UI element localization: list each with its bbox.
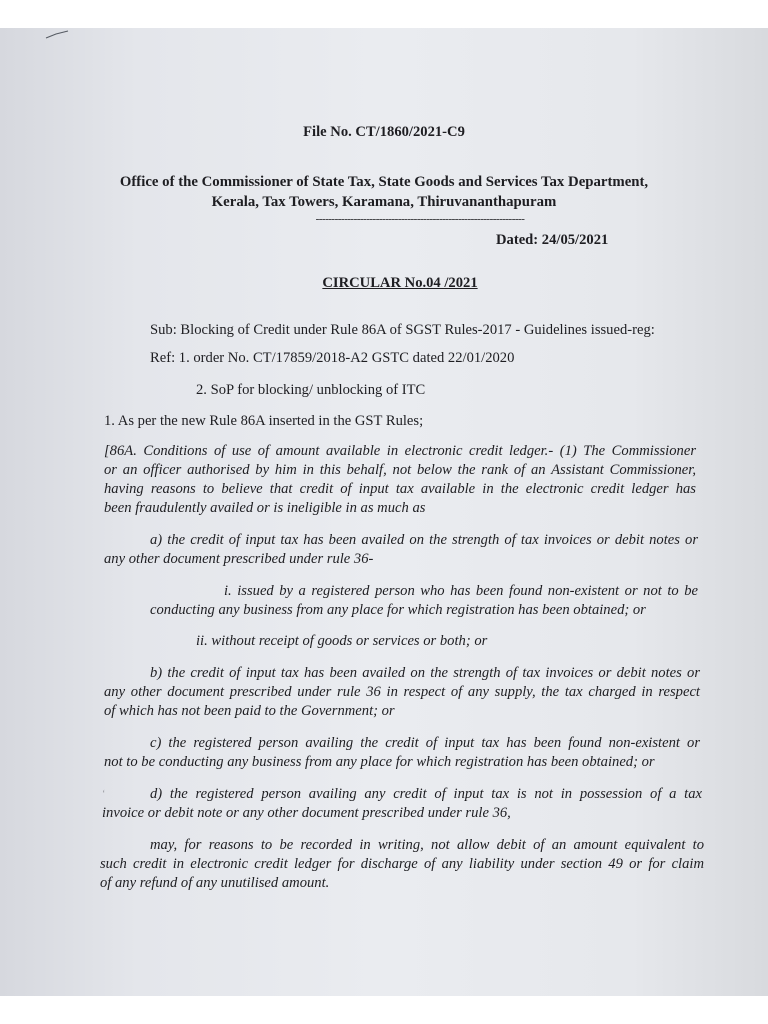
file-number: File No. CT/1860/2021-C9 [303, 124, 465, 140]
clause-d-line-1: d) the registered person availing any credit of input tax is not in possession of a tax [150, 786, 702, 802]
circular-title: CIRCULAR No.04 /2021 [322, 275, 478, 291]
rule-intro-line-2: or an officer authorised by him in this behalf, not below the rank of an Assistant Commissioner, [104, 462, 696, 478]
subject-line: Sub: Blocking of Credit under Rule 86A of SGST Rules-2017 - Guidelines issued-reg: [150, 322, 655, 338]
rule-intro-line-4: been fraudulently availed or is ineligible in as much as [104, 500, 426, 516]
clause-a-line-1: a) the credit of input tax has been availed on the strength of tax invoices or debit notes or [150, 532, 698, 548]
office-line-1: Office of the Commissioner of State Tax, State Goods and Services Tax Department, [119, 174, 649, 190]
dated-line: Dated: 24/05/2021 [496, 232, 609, 248]
clause-c-line-2: not to be conducting any business from any place for which registration has been obtained; or [104, 754, 655, 770]
clause-a-line-2: any other document prescribed under rule 36- [104, 551, 374, 567]
closing-line-1: may, for reasons to be recorded in writing, not allow debit of an amount equivalent to [150, 837, 704, 853]
office-line-2: Kerala, Tax Towers, Karamana, Thiruvananthapuram [211, 194, 557, 210]
clause-b-line-2: any other document prescribed under rule 36 in respect of any supply, the tax charged in respect [104, 684, 700, 700]
closing-line-2: such credit in electronic credit ledger for discharge of any liability under section 49 or for claim [100, 856, 704, 872]
clause-b-line-1: b) the credit of input tax has been availed on the strength of tax invoices or debit notes or [150, 665, 700, 681]
clause-d-line-2: invoice or debit note or any other document prescribed under rule 36, [102, 805, 511, 821]
clause-c-line-1: c) the registered person availing the credit of input tax has been found non-existent or [150, 735, 700, 751]
rule-intro-line-3: having reasons to believe that credit of input tax available in the electronic credit ledger has [104, 481, 696, 497]
clause-b-line-3: of which has not been paid to the Government; or [104, 703, 395, 719]
closing-line-3: of any refund of any unutilised amount. [100, 875, 330, 891]
reference-1: Ref: 1. order No. CT/17859/2018-A2 GSTC dated 22/01/2020 [150, 350, 515, 366]
header-separator: ------------------------------------------------------------------ [315, 213, 525, 225]
clause-a-i-line-2: conducting any business from any place for which registration has been obtained; or [150, 602, 646, 618]
top-margin [0, 0, 768, 28]
rule-intro-line-1: [86A. Conditions of use of amount available in electronic credit ledger.- (1) The Commissioner [104, 443, 696, 459]
reference-2: 2. SoP for blocking/ unblocking of ITC [196, 382, 426, 398]
paragraph-1: 1. As per the new Rule 86A inserted in the GST Rules; [104, 413, 424, 429]
pen-mark-icon [44, 30, 70, 40]
stray-mark: ‘ [102, 789, 106, 800]
clause-a-i-line-1: i. issued by a registered person who has been found non-existent or not to be [224, 583, 698, 599]
document-page [0, 28, 768, 996]
bottom-margin [0, 996, 768, 1024]
clause-a-ii: ii. without receipt of goods or services or both; or [196, 633, 488, 649]
